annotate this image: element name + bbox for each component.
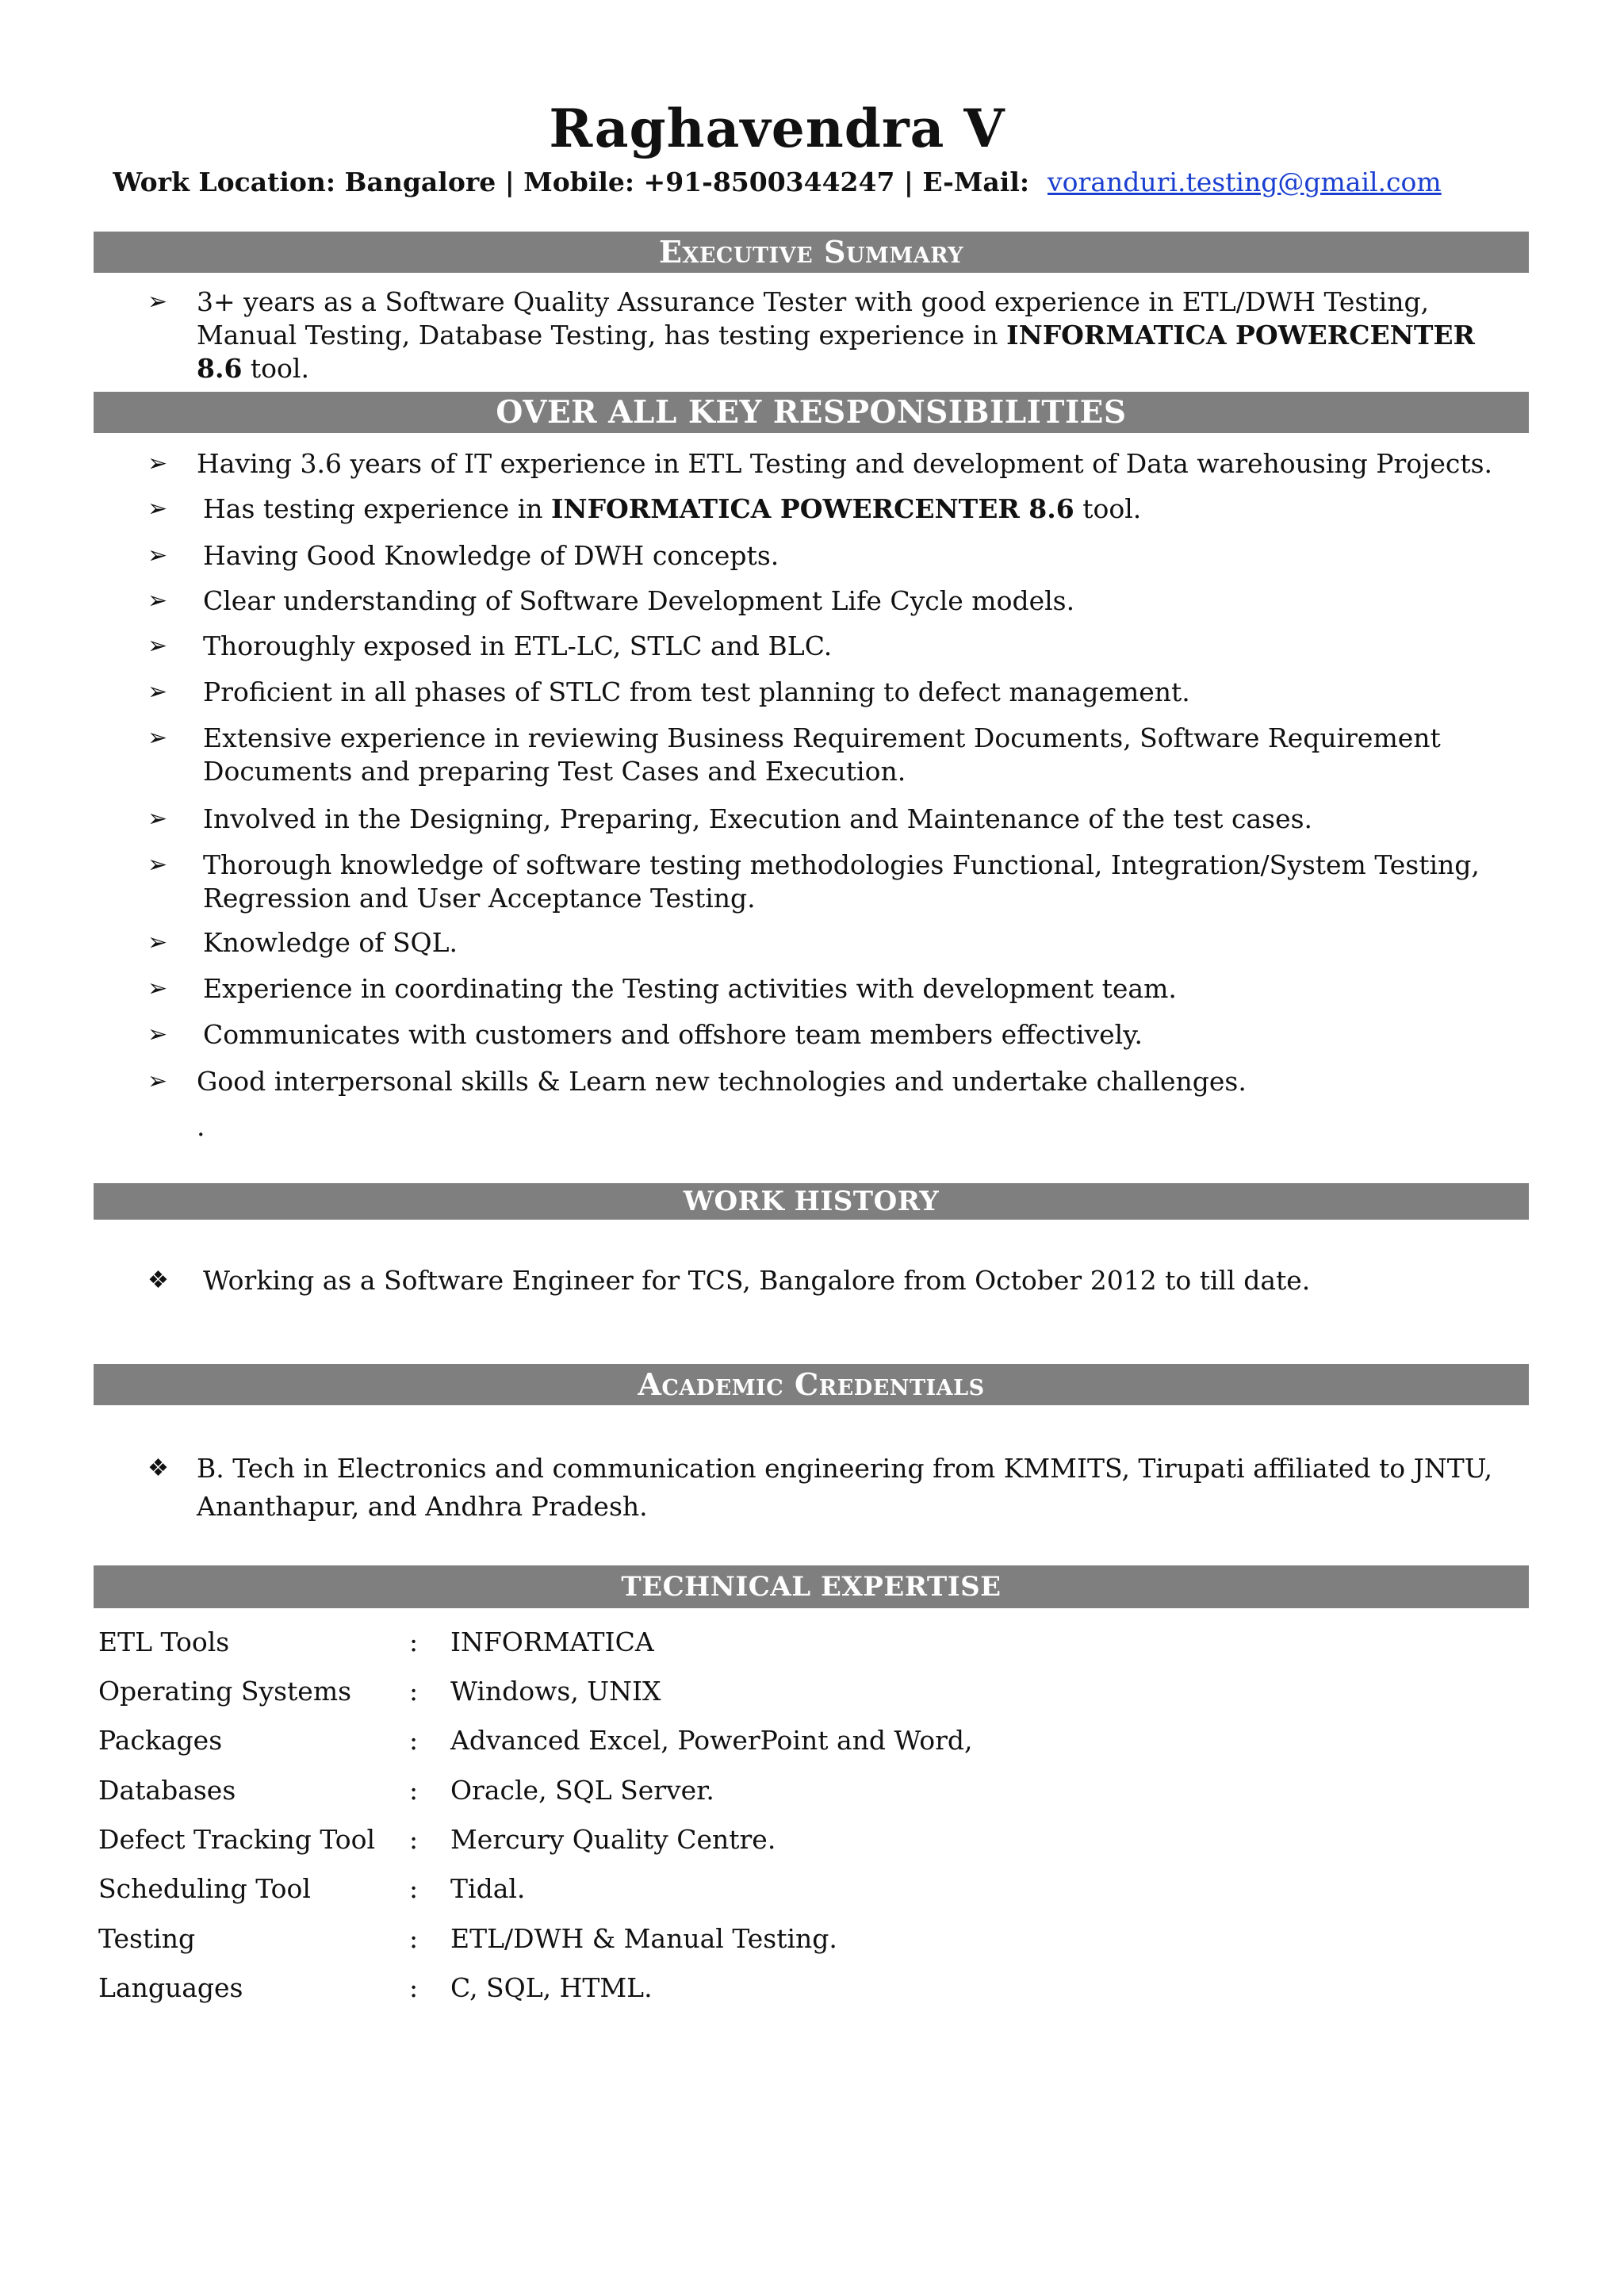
contact-line [0, 165, 1554, 200]
arrow-bullet-icon: ➢ [147, 975, 168, 1002]
section-header-work-history: WORK HISTORY [94, 1183, 1529, 1220]
arrow-bullet-icon: ➢ [147, 450, 168, 477]
arrow-bullet-icon: ➢ [147, 1021, 168, 1048]
section-header-academic-credentials: Academic Credentials [94, 1364, 1529, 1405]
arrow-bullet-icon: ➢ [147, 678, 168, 706]
arrow-bullet-icon: ➢ [147, 929, 168, 956]
diamond-bullet-icon: ❖ [147, 1454, 169, 1482]
email-link[interactable]: voranduri.testing@gmail.com [1048, 167, 1442, 197]
section-header-key-responsibilities: OVER ALL KEY RESPONSIBILITIES [94, 392, 1529, 433]
arrow-bullet-icon: ➢ [147, 1067, 168, 1095]
arrow-bullet-icon: ➢ [147, 542, 168, 569]
arrow-bullet-icon: ➢ [147, 587, 168, 615]
contact-details: Work Location: Bangalore | Mobile: +91-8500344247 | E-Mail: [113, 167, 1030, 197]
arrow-bullet-icon: ➢ [147, 632, 168, 660]
candidate-name: Raghavendra V [549, 98, 1005, 159]
arrow-bullet-icon: ➢ [147, 805, 168, 833]
diamond-bullet-icon: ❖ [147, 1266, 169, 1294]
summary-text: 3+ years as a Software Quality Assurance Tester with good experience in ETL/DWH Testing, Manual Testing, Database Testing, has testing experience in INFORMATICA POWERCENTER 8.6 tool. [197, 286, 1475, 384]
arrow-bullet-icon: ➢ [147, 288, 168, 316]
arrow-bullet-icon: ➢ [147, 495, 168, 523]
section-header-technical-expertise: TECHNICAL EXPERTISE [94, 1565, 1529, 1608]
responsibility-tool-name: INFORMATICA POWERCENTER 8.6 [551, 493, 1074, 524]
arrow-bullet-icon: ➢ [147, 724, 168, 752]
summary-tool-name: INFORMATICA POWERCENTER 8.6 [197, 320, 1475, 384]
resume-page: Raghavendra V Work Location: Bangalore | Mobile: +91-8500344247 | E-Mail: voranduri.testing@gmail.com Executive Summary ➢ 3+ years as a Software Quality Assurance Tester with good experience in ETL/DWH Testing, Manual Testing, Database Testing, has testing experience in INFORMATICA POWERCENTER 8.6 tool. OVER ALL KEY RESPONSIBILITIES ➢ Having 3.6 years of IT experience in ETL Testing and development of Data warehousing Projects. ➢ Has testing experience in INFORMATICA POWERCENTER 8.6 tool. ➢ Having Good Knowledge of DWH concepts. ➢ Clear understanding of Software Development Life Cycle models. ➢ Thoroughly exposed in ETL-LC, STLC and BLC. ➢ Proficient in all phases of STLC from test planning to defect management. ➢ Extensive experience in reviewing Business Requirement Documents, Software Requirement Documents and preparing Test Cases and Execution. ➢ Involved in the Designing, Preparing, Execution and Maintenance of the test cases. ➢ Thorough knowledge of software testing methodologies Functional, Integration/System Testing, Regression and User Acceptance Testing. ➢ Knowledge of SQL. ➢ Experience in coordinating the Testing activities with development team. ➢ Communicates with customers and offshore team members effectively. ➢ Good interpersonal skills & Learn new technologies and undertake challenges. . WORK HISTORY ❖ Working as a Software Engineer for TCS, Bangalore from October 2012 to till date. Academic Credentials ❖ B. Tech in Electronics and communication engineering from KMMITS, Tirupati affiliated to JNTU, Ananthapur, and Andhra Pradesh. TECHNICAL EXPERTISE ETL Tools : INFORMATICA Operating Systems : Windows, UNIX Packages : Advanced Excel, PowerPoint and Word, Databases : Oracle, SQL Server. Defect Tracking Tool : Mercury Quality Centre. Scheduling Tool : Tidal. Testing : ETL/DWH & Manual Testing. Languages : C, SQL, HTML. [0, 0, 1624, 2295]
arrow-bullet-icon: ➢ [147, 851, 168, 879]
section-header-executive-summary: Executive Summary [94, 232, 1529, 273]
